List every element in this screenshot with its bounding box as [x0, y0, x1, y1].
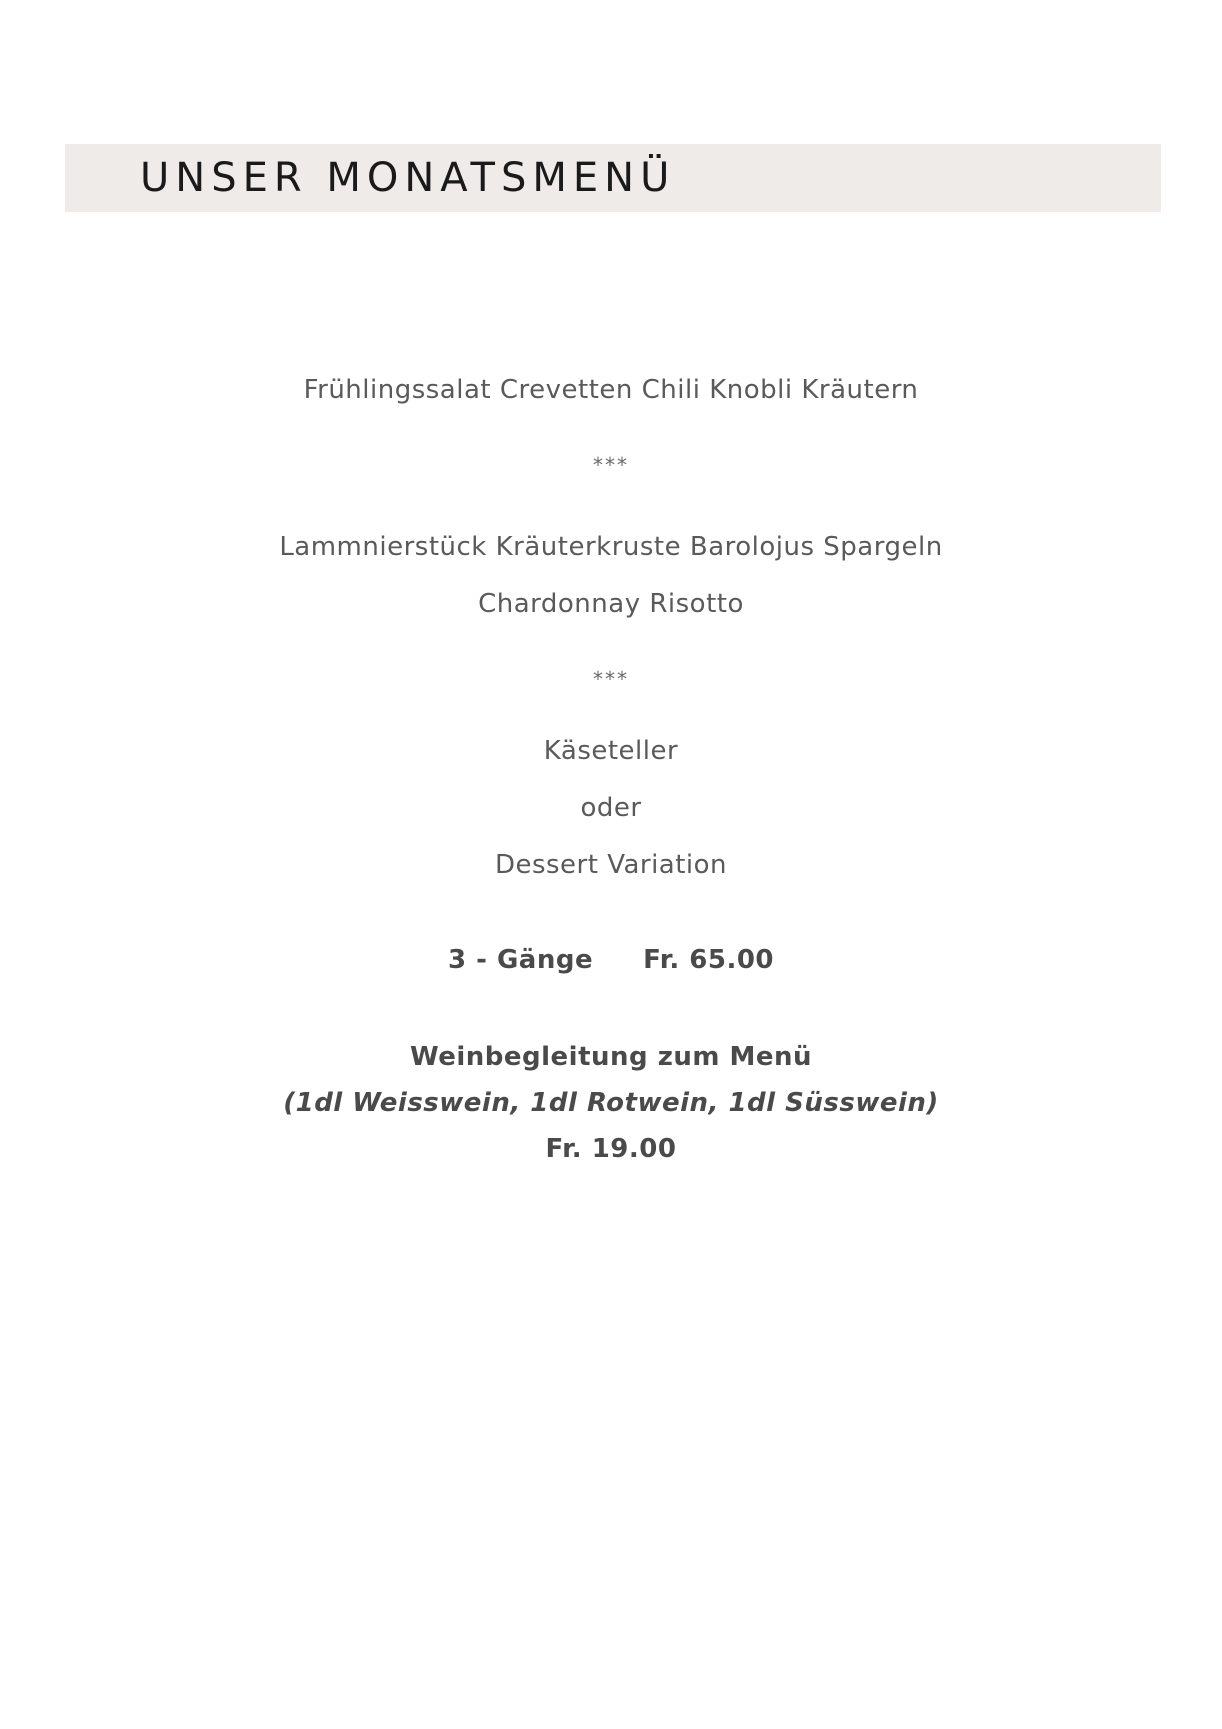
menu-dessert-or: oder — [580, 793, 642, 823]
wine-pairing-details: (1dl Weisswein, 1dl Rotwein, 1dl Süsswein) — [283, 1088, 939, 1118]
course-separator: *** — [593, 667, 629, 691]
wine-pairing-price: Fr. 19.00 — [545, 1134, 677, 1164]
page-title: UNSER MONATSMENÜ — [140, 155, 676, 201]
course-price-row — [0, 943, 1222, 977]
course-separator: *** — [593, 453, 629, 477]
courses-price: Fr. 65.00 — [643, 945, 775, 975]
menu-main-line-2: Chardonnay Risotto — [478, 589, 744, 619]
menu-starter: Frühlingssalat Crevetten Chili Knobli Kräutern — [303, 375, 919, 405]
menu-dessert-option-1: Käseteller — [543, 736, 679, 766]
wine-pairing-title: Weinbegleitung zum Menü — [409, 1042, 813, 1072]
title-banner — [65, 144, 1161, 212]
menu-dessert-option-2: Dessert Variation — [494, 850, 728, 880]
courses-label: 3 - Gänge — [447, 945, 594, 975]
menu-main-line-1: Lammnierstück Kräuterkruste Barolojus Spargeln — [279, 532, 943, 562]
